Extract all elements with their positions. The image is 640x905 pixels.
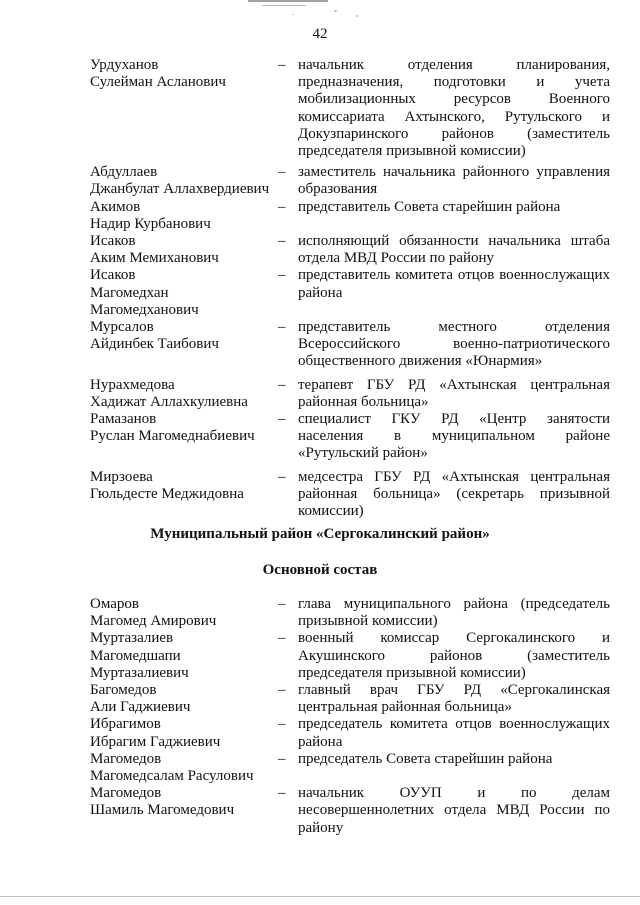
composition-heading: Основной состав (262, 562, 378, 578)
member-role: представитель Совета старейшин района (298, 198, 561, 215)
member-surname: Исаков (90, 267, 136, 284)
member-role: военный комиссар Сергокалинского и Акушинского районов (заместитель председателя призывной комиссии) (298, 630, 610, 681)
member-surname: Рамазанов (90, 411, 157, 428)
member-entry (90, 233, 610, 267)
dash-separator: – (278, 319, 286, 336)
member-entry (90, 630, 610, 682)
member-entry (90, 785, 610, 837)
scan-speck (334, 10, 337, 12)
member-given-name: Магомедханович (90, 301, 199, 318)
dash-separator: – (278, 750, 286, 767)
member-given-name: Гюльдесте Меджидовна (90, 485, 244, 502)
member-surname: Абдуллаев (90, 164, 158, 181)
member-surname: Мурсалов (90, 319, 154, 336)
member-given-name: Магомедшапи (90, 647, 181, 664)
member-surname: Исаков (90, 233, 136, 250)
member-given-name: Сулейман Асланович (90, 74, 226, 91)
member-role: представитель комитета отцов военнослужащих района (298, 267, 610, 301)
member-role: представитель местного отделения Всероссийского военно-патриотического общественного движения «Юнармия» (298, 319, 610, 370)
member-surname: Магомедов (90, 750, 162, 767)
dash-separator: – (278, 468, 286, 485)
member-given-name: Джанбулат Аллахвердиевич (90, 181, 270, 198)
commission-members-list-1 (90, 57, 610, 520)
scan-artifact-top-secondary (262, 5, 306, 6)
member-entry (90, 164, 610, 198)
member-given-name: Али Гаджиевич (90, 699, 191, 716)
member-name (90, 716, 278, 750)
member-entry (90, 57, 610, 160)
dash-separator: – (278, 233, 286, 250)
member-name (90, 751, 278, 785)
member-surname: Магомедов (90, 785, 162, 802)
member-name (90, 233, 278, 267)
member-role: исполняющий обязанности начальника штаба отдела МВД России по району (298, 233, 610, 267)
member-role: председатель комитета отцов военнослужащих района (298, 716, 610, 750)
member-surname: Урдуханов (90, 57, 159, 73)
member-role: глава муниципального района (председатель призывной комиссии) (298, 596, 610, 630)
member-entry (90, 267, 610, 319)
member-entry (90, 377, 610, 411)
member-given-name: Надир Курбанович (90, 215, 211, 232)
member-role: главный врач ГБУ РД «Сергокалинская центральная районная больница» (298, 682, 610, 716)
member-surname: Акимов (90, 198, 141, 215)
dash-separator: – (278, 267, 286, 284)
member-role: начальник отделения планирования, предназначения, подготовки и учета мобилизационных ресурсов Военного комиссариата Ахтынского, Рутульского и Докузпаринского районов (заместитель председателя призывной комиссии) (298, 57, 610, 160)
scan-speck (356, 15, 358, 17)
member-given-name: Муртазалиевич (90, 664, 189, 681)
dash-separator: – (278, 682, 286, 699)
member-entry (90, 751, 610, 785)
member-name (90, 630, 278, 682)
member-name (90, 785, 278, 819)
member-given-name: Хадижат Аллахкулиевна (90, 393, 248, 410)
district-heading: Муниципальный район «Сергокалинский район» (150, 526, 490, 542)
member-given-name: Шамиль Магомедович (90, 802, 235, 819)
dash-separator: – (278, 785, 286, 802)
scan-speck (292, 14, 294, 15)
dash-separator: – (278, 57, 286, 73)
member-role: начальник ОУУП и по делам несовершеннолетних отдела МВД России по району (298, 785, 610, 836)
member-surname: Нурахмедова (90, 376, 175, 393)
member-given-name: Ибрагим Гаджиевич (90, 733, 221, 750)
page-number: 42 (312, 26, 328, 42)
member-entry (90, 411, 610, 463)
member-name (90, 682, 278, 716)
member-role: медсестра ГБУ РД «Ахтынская центральная районная больница» (секретарь призывной комиссии) (298, 468, 610, 520)
member-given-name: Магомед Амирович (90, 613, 217, 630)
member-entry (90, 596, 610, 630)
member-name (90, 469, 278, 503)
member-role: специалист ГКУ РД «Центр занятости населения в муниципальном районе «Рутульский район» (298, 411, 610, 462)
member-entry (90, 199, 610, 233)
dash-separator: – (278, 716, 286, 733)
member-name (90, 267, 278, 319)
scan-artifact-top (248, 0, 328, 2)
member-role: терапевт ГБУ РД «Ахтынская центральная районная больница» (298, 376, 610, 410)
member-role: председатель Совета старейшин района (298, 750, 553, 767)
member-entry (90, 319, 610, 371)
scan-artifact-bottom (0, 896, 640, 897)
member-name (90, 164, 278, 198)
dash-separator: – (278, 376, 286, 393)
member-name (90, 377, 278, 411)
dash-separator: – (278, 630, 286, 647)
member-surname: Омаров (90, 596, 139, 612)
member-entry (90, 469, 610, 521)
dash-separator: – (278, 198, 286, 215)
member-given-name: Магомедхан (90, 284, 169, 301)
member-role: заместитель начальника районного управления образования (298, 164, 610, 198)
dash-separator: – (278, 164, 286, 181)
member-entry (90, 716, 610, 750)
member-name (90, 596, 278, 630)
member-entry (90, 682, 610, 716)
member-name (90, 411, 278, 445)
member-given-name: Айдинбек Таибович (90, 336, 219, 353)
member-surname: Муртазалиев (90, 630, 174, 647)
member-given-name: Магомедсалам Расулович (90, 768, 254, 785)
member-given-name: Руслан Магомеднабиевич (90, 428, 255, 445)
member-name (90, 199, 278, 233)
member-given-name: Аким Мемиханович (90, 250, 219, 267)
member-surname: Ибрагимов (90, 716, 161, 733)
dash-separator: – (278, 596, 286, 612)
member-name (90, 57, 278, 91)
member-surname: Мирзоева (90, 468, 153, 485)
member-surname: Багомедов (90, 682, 157, 699)
member-name (90, 319, 278, 353)
commission-members-list-2 (90, 596, 610, 837)
dash-separator: – (278, 411, 286, 428)
